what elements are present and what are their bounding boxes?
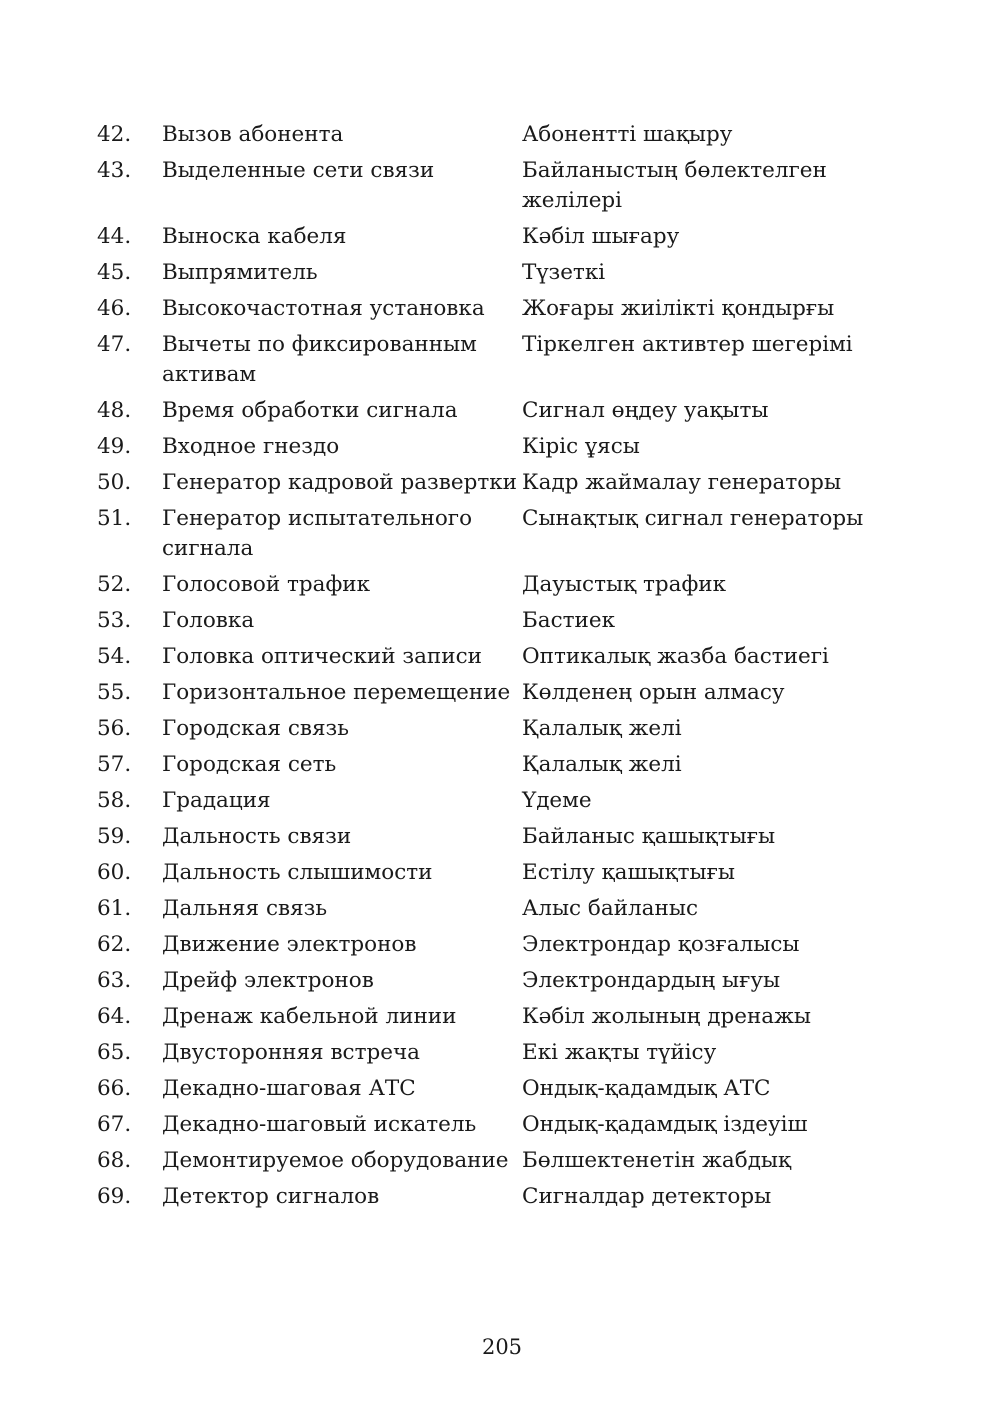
entry-term-russian: Голосовой трафик <box>162 572 371 597</box>
glossary-entry <box>97 504 897 564</box>
entry-number: 64. <box>97 1004 132 1029</box>
entry-number: 66. <box>97 1076 132 1101</box>
entry-number: 57. <box>97 752 132 777</box>
entry-number: 54. <box>97 644 132 669</box>
entry-term-kazakh: Сынақтық сигнал генераторы <box>522 506 864 531</box>
entry-term-russian: Дальность слышимости <box>162 860 433 885</box>
entry-number: 55. <box>97 680 132 705</box>
entry-term-kazakh: Сигналдар детекторы <box>522 1184 772 1209</box>
entry-term-kazakh: Тiркелген активтер шегерiмi <box>522 332 853 357</box>
entry-number: 56. <box>97 716 132 741</box>
entry-term-kazakh: Кадр жаймалау генераторы <box>522 470 842 495</box>
glossary-entry <box>97 930 897 960</box>
glossary-entry <box>97 678 897 708</box>
glossary-entry <box>97 294 897 324</box>
entry-number: 67. <box>97 1112 132 1137</box>
entry-term-kazakh: Электрондар қозғалысы <box>522 932 800 957</box>
entry-term-russian: Дальняя связь <box>162 896 328 921</box>
glossary-entry <box>97 714 897 744</box>
entry-number: 49. <box>97 434 132 459</box>
entry-term-kazakh: Екi жақты түйiсу <box>522 1040 717 1065</box>
entry-term-russian: Вычеты по фиксированным активам <box>162 332 477 387</box>
glossary-entry <box>97 966 897 996</box>
glossary-list <box>97 120 897 1218</box>
glossary-entry <box>97 1146 897 1176</box>
glossary-entry <box>97 120 897 150</box>
entry-number: 42. <box>97 122 132 147</box>
entry-number: 58. <box>97 788 132 813</box>
entry-term-russian: Генератор испытательного сигнала <box>162 506 473 561</box>
entry-term-kazakh: Қалалық желi <box>522 716 682 741</box>
glossary-entry <box>97 330 897 390</box>
entry-term-kazakh: Бастиек <box>522 608 616 633</box>
entry-number: 47. <box>97 332 132 357</box>
glossary-entry <box>97 468 897 498</box>
entry-number: 68. <box>97 1148 132 1173</box>
glossary-entry <box>97 432 897 462</box>
entry-term-kazakh: Дауыстық трафик <box>522 572 727 597</box>
entry-term-russian: Генератор кадровой развертки <box>162 470 518 495</box>
entry-term-kazakh: Абоненттi шақыру <box>522 122 733 147</box>
entry-number: 45. <box>97 260 132 285</box>
entry-number: 44. <box>97 224 132 249</box>
entry-term-kazakh: Байланыстың бөлектелген желiлерi <box>522 158 827 213</box>
entry-term-russian: Демонтируемое оборудование <box>162 1148 509 1173</box>
glossary-entry <box>97 822 897 852</box>
entry-term-russian: Декадно-шаговая АТС <box>162 1076 416 1101</box>
entry-number: 46. <box>97 296 132 321</box>
entry-term-russian: Декадно-шаговый искатель <box>162 1112 477 1137</box>
entry-term-russian: Дрейф электронов <box>162 968 374 993</box>
entry-number: 48. <box>97 398 132 423</box>
entry-number: 50. <box>97 470 132 495</box>
entry-term-russian: Время обработки сигнала <box>162 398 458 423</box>
entry-term-kazakh: Сигнал өңдеу уақыты <box>522 398 769 423</box>
entry-term-kazakh: Кәбiл шығару <box>522 224 680 249</box>
entry-term-kazakh: Жоғары жиiлiктi қондырғы <box>522 296 835 321</box>
entry-term-russian: Выноска кабеля <box>162 224 347 249</box>
glossary-entry <box>97 222 897 252</box>
glossary-entry <box>97 1038 897 1068</box>
glossary-entry <box>97 1110 897 1140</box>
entry-term-russian: Входное гнездо <box>162 434 340 459</box>
entry-term-kazakh: Ондық-қадамдық iздеуiш <box>522 1112 808 1137</box>
entry-term-russian: Движение электронов <box>162 932 417 957</box>
entry-number: 61. <box>97 896 132 921</box>
entry-number: 52. <box>97 572 132 597</box>
entry-term-kazakh: Үдеме <box>522 788 592 813</box>
entry-term-russian: Детектор сигналов <box>162 1184 380 1209</box>
entry-term-russian: Вызов абонента <box>162 122 344 147</box>
glossary-entry <box>97 396 897 426</box>
entry-term-russian: Дренаж кабельной линии <box>162 1004 457 1029</box>
entry-term-kazakh: Ондық-қадамдық АТС <box>522 1076 771 1101</box>
entry-term-kazakh: Естiлу қашықтығы <box>522 860 735 885</box>
entry-term-kazakh: Көлденең орын алмасу <box>522 680 785 705</box>
entry-number: 60. <box>97 860 132 885</box>
entry-term-kazakh: Қалалық желi <box>522 752 682 777</box>
glossary-entry <box>97 1182 897 1212</box>
entry-term-russian: Городская связь <box>162 716 349 741</box>
entry-term-kazakh: Оптикалық жазба бастиегi <box>522 644 829 669</box>
entry-number: 65. <box>97 1040 132 1065</box>
glossary-entry <box>97 156 897 216</box>
glossary-entry <box>97 1074 897 1104</box>
glossary-entry <box>97 786 897 816</box>
entry-term-russian: Двусторонняя встреча <box>162 1040 420 1065</box>
glossary-entry <box>97 258 897 288</box>
glossary-entry <box>97 1002 897 1032</box>
entry-number: 62. <box>97 932 132 957</box>
entry-number: 51. <box>97 506 132 531</box>
entry-term-russian: Высокочастотная установка <box>162 296 485 321</box>
glossary-entry <box>97 570 897 600</box>
entry-term-kazakh: Электрондардың ығуы <box>522 968 781 993</box>
glossary-entry <box>97 606 897 636</box>
entry-number: 59. <box>97 824 132 849</box>
entry-term-russian: Выделенные сети связи <box>162 158 435 183</box>
entry-term-russian: Городская сеть <box>162 752 337 777</box>
glossary-entry <box>97 894 897 924</box>
entry-term-russian: Горизонтальное перемещение <box>162 680 511 705</box>
entry-term-russian: Выпрямитель <box>162 260 318 285</box>
glossary-entry <box>97 858 897 888</box>
entry-term-kazakh: Кәбiл жолының дренажы <box>522 1004 811 1029</box>
entry-term-russian: Головка <box>162 608 255 633</box>
page-number: 205 <box>481 1335 523 1359</box>
entry-number: 53. <box>97 608 132 633</box>
entry-term-russian: Градация <box>162 788 271 813</box>
glossary-entry <box>97 642 897 672</box>
entry-term-kazakh: Бөлшектенетiн жабдық <box>522 1148 792 1173</box>
entry-number: 63. <box>97 968 132 993</box>
entry-term-kazakh: Алыс байланыс <box>522 896 698 921</box>
entry-number: 43. <box>97 158 132 183</box>
entry-term-kazakh: Байланыс қашықтығы <box>522 824 776 849</box>
entry-term-russian: Головка оптический записи <box>162 644 482 669</box>
entry-number: 69. <box>97 1184 132 1209</box>
entry-term-kazakh: Түзеткi <box>522 260 606 285</box>
entry-term-kazakh: Кiрiс ұясы <box>522 434 640 459</box>
entry-term-russian: Дальность связи <box>162 824 352 849</box>
glossary-entry <box>97 750 897 780</box>
